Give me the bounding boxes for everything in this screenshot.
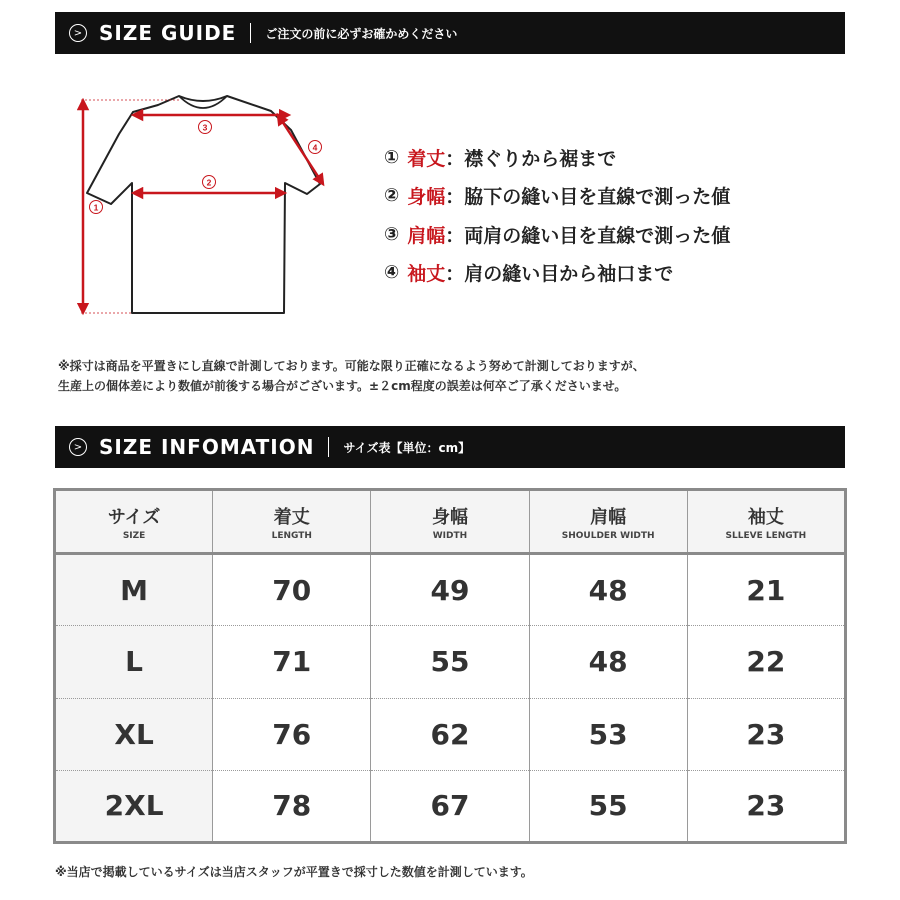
shoulder-cell: 48: [529, 554, 687, 626]
legend-term: 肩幅: [407, 224, 446, 247]
header-size: サイズ SIZE: [55, 490, 213, 554]
size-info-subtitle: サイズ表【単位：cm】: [343, 440, 471, 455]
legend-description: ：肩の縫い目から袖口まで: [445, 263, 674, 286]
shoulder-cell: 55: [529, 770, 687, 842]
shoulder-cell: 48: [529, 626, 687, 698]
table-header-row: [55, 490, 846, 554]
sleeve-cell: 21: [687, 554, 845, 626]
legend-term: 身幅: [407, 186, 446, 209]
footer-note: ※当店で掲載しているサイズは当店スタッフが平置きで採寸した数値を計測しています。: [55, 865, 533, 879]
diagram-label-2: [203, 176, 216, 189]
size-guide-banner: [55, 12, 845, 54]
sleeve-cell: 23: [687, 770, 845, 842]
legend-item-sleeve: [384, 254, 730, 293]
size-guide-subtitle: ご注文の前に必ずお確かめください: [265, 26, 458, 41]
legend-description: ：両肩の縫い目を直線で測った値: [445, 224, 731, 247]
shoulder-cell: 53: [529, 698, 687, 770]
size-table: [53, 488, 847, 844]
size-info-title: SIZE INFOMATION: [99, 435, 315, 459]
size-cell: XL: [55, 698, 213, 770]
header-width: 身幅 WIDTH: [371, 490, 529, 554]
svg-text:1: 1: [93, 202, 99, 213]
width-cell: 67: [371, 770, 529, 842]
sleeve-cell: 23: [687, 698, 845, 770]
width-cell: 55: [371, 626, 529, 698]
measurement-note-line: ※採寸は商品を平置きにし直線で計測しております。可能な限り正確になるよう努めて計測しておりますが、: [58, 359, 645, 373]
legend-term: 着丈: [407, 147, 446, 170]
diagram-label-3: [199, 121, 212, 134]
chevron-right-icon: >: [69, 24, 87, 42]
banner-divider: [328, 437, 329, 457]
table-row: [55, 554, 846, 626]
size-guide-title: SIZE GUIDE: [99, 21, 237, 45]
legend-term: 袖丈: [407, 263, 446, 286]
banner-divider: [250, 23, 251, 43]
legend-description: ：襟ぐりから裾まで: [445, 147, 617, 170]
table-row: [55, 698, 846, 770]
length-cell: 70: [213, 554, 371, 626]
legend-item-shoulder: [384, 215, 730, 254]
svg-text:4: 4: [312, 142, 318, 153]
measurement-note-line: 生産上の個体差により数値が前後する場合がございます。±２cm程度の誤差は何卒ご了承くださいませ。: [58, 379, 627, 393]
sleeve-cell: 22: [687, 626, 845, 698]
width-cell: 62: [371, 698, 529, 770]
measurement-note: [58, 356, 645, 396]
svg-text:2: 2: [206, 177, 212, 188]
header-length: 着丈 LENGTH: [213, 490, 371, 554]
diagram-label-1: [90, 201, 103, 214]
table-row: [55, 626, 846, 698]
chevron-right-icon: >: [69, 438, 87, 456]
diagram-label-4: [309, 141, 322, 154]
size-info-banner: [55, 426, 845, 468]
length-cell: 76: [213, 698, 371, 770]
legend-number: ①: [384, 146, 400, 168]
legend-number: ③: [384, 223, 400, 245]
size-cell: 2XL: [55, 770, 213, 842]
header-shoulder-width: 肩幅 SHOULDER WIDTH: [529, 490, 687, 554]
legend-item-length: [384, 138, 730, 177]
size-cell: M: [55, 554, 213, 626]
length-cell: 71: [213, 626, 371, 698]
header-sleeve-length: 袖丈 SLLEVE LENGTH: [687, 490, 845, 554]
legend-description: ：脇下の縫い目を直線で測った値: [445, 186, 731, 209]
width-cell: 49: [371, 554, 529, 626]
svg-text:3: 3: [202, 122, 208, 133]
legend-number: ②: [384, 185, 400, 207]
measurement-legend: [384, 138, 730, 292]
length-cell: 78: [213, 770, 371, 842]
legend-number: ④: [384, 262, 400, 284]
table-row: [55, 770, 846, 842]
tshirt-diagram: [75, 90, 335, 320]
legend-item-width: [384, 177, 730, 216]
size-cell: L: [55, 626, 213, 698]
